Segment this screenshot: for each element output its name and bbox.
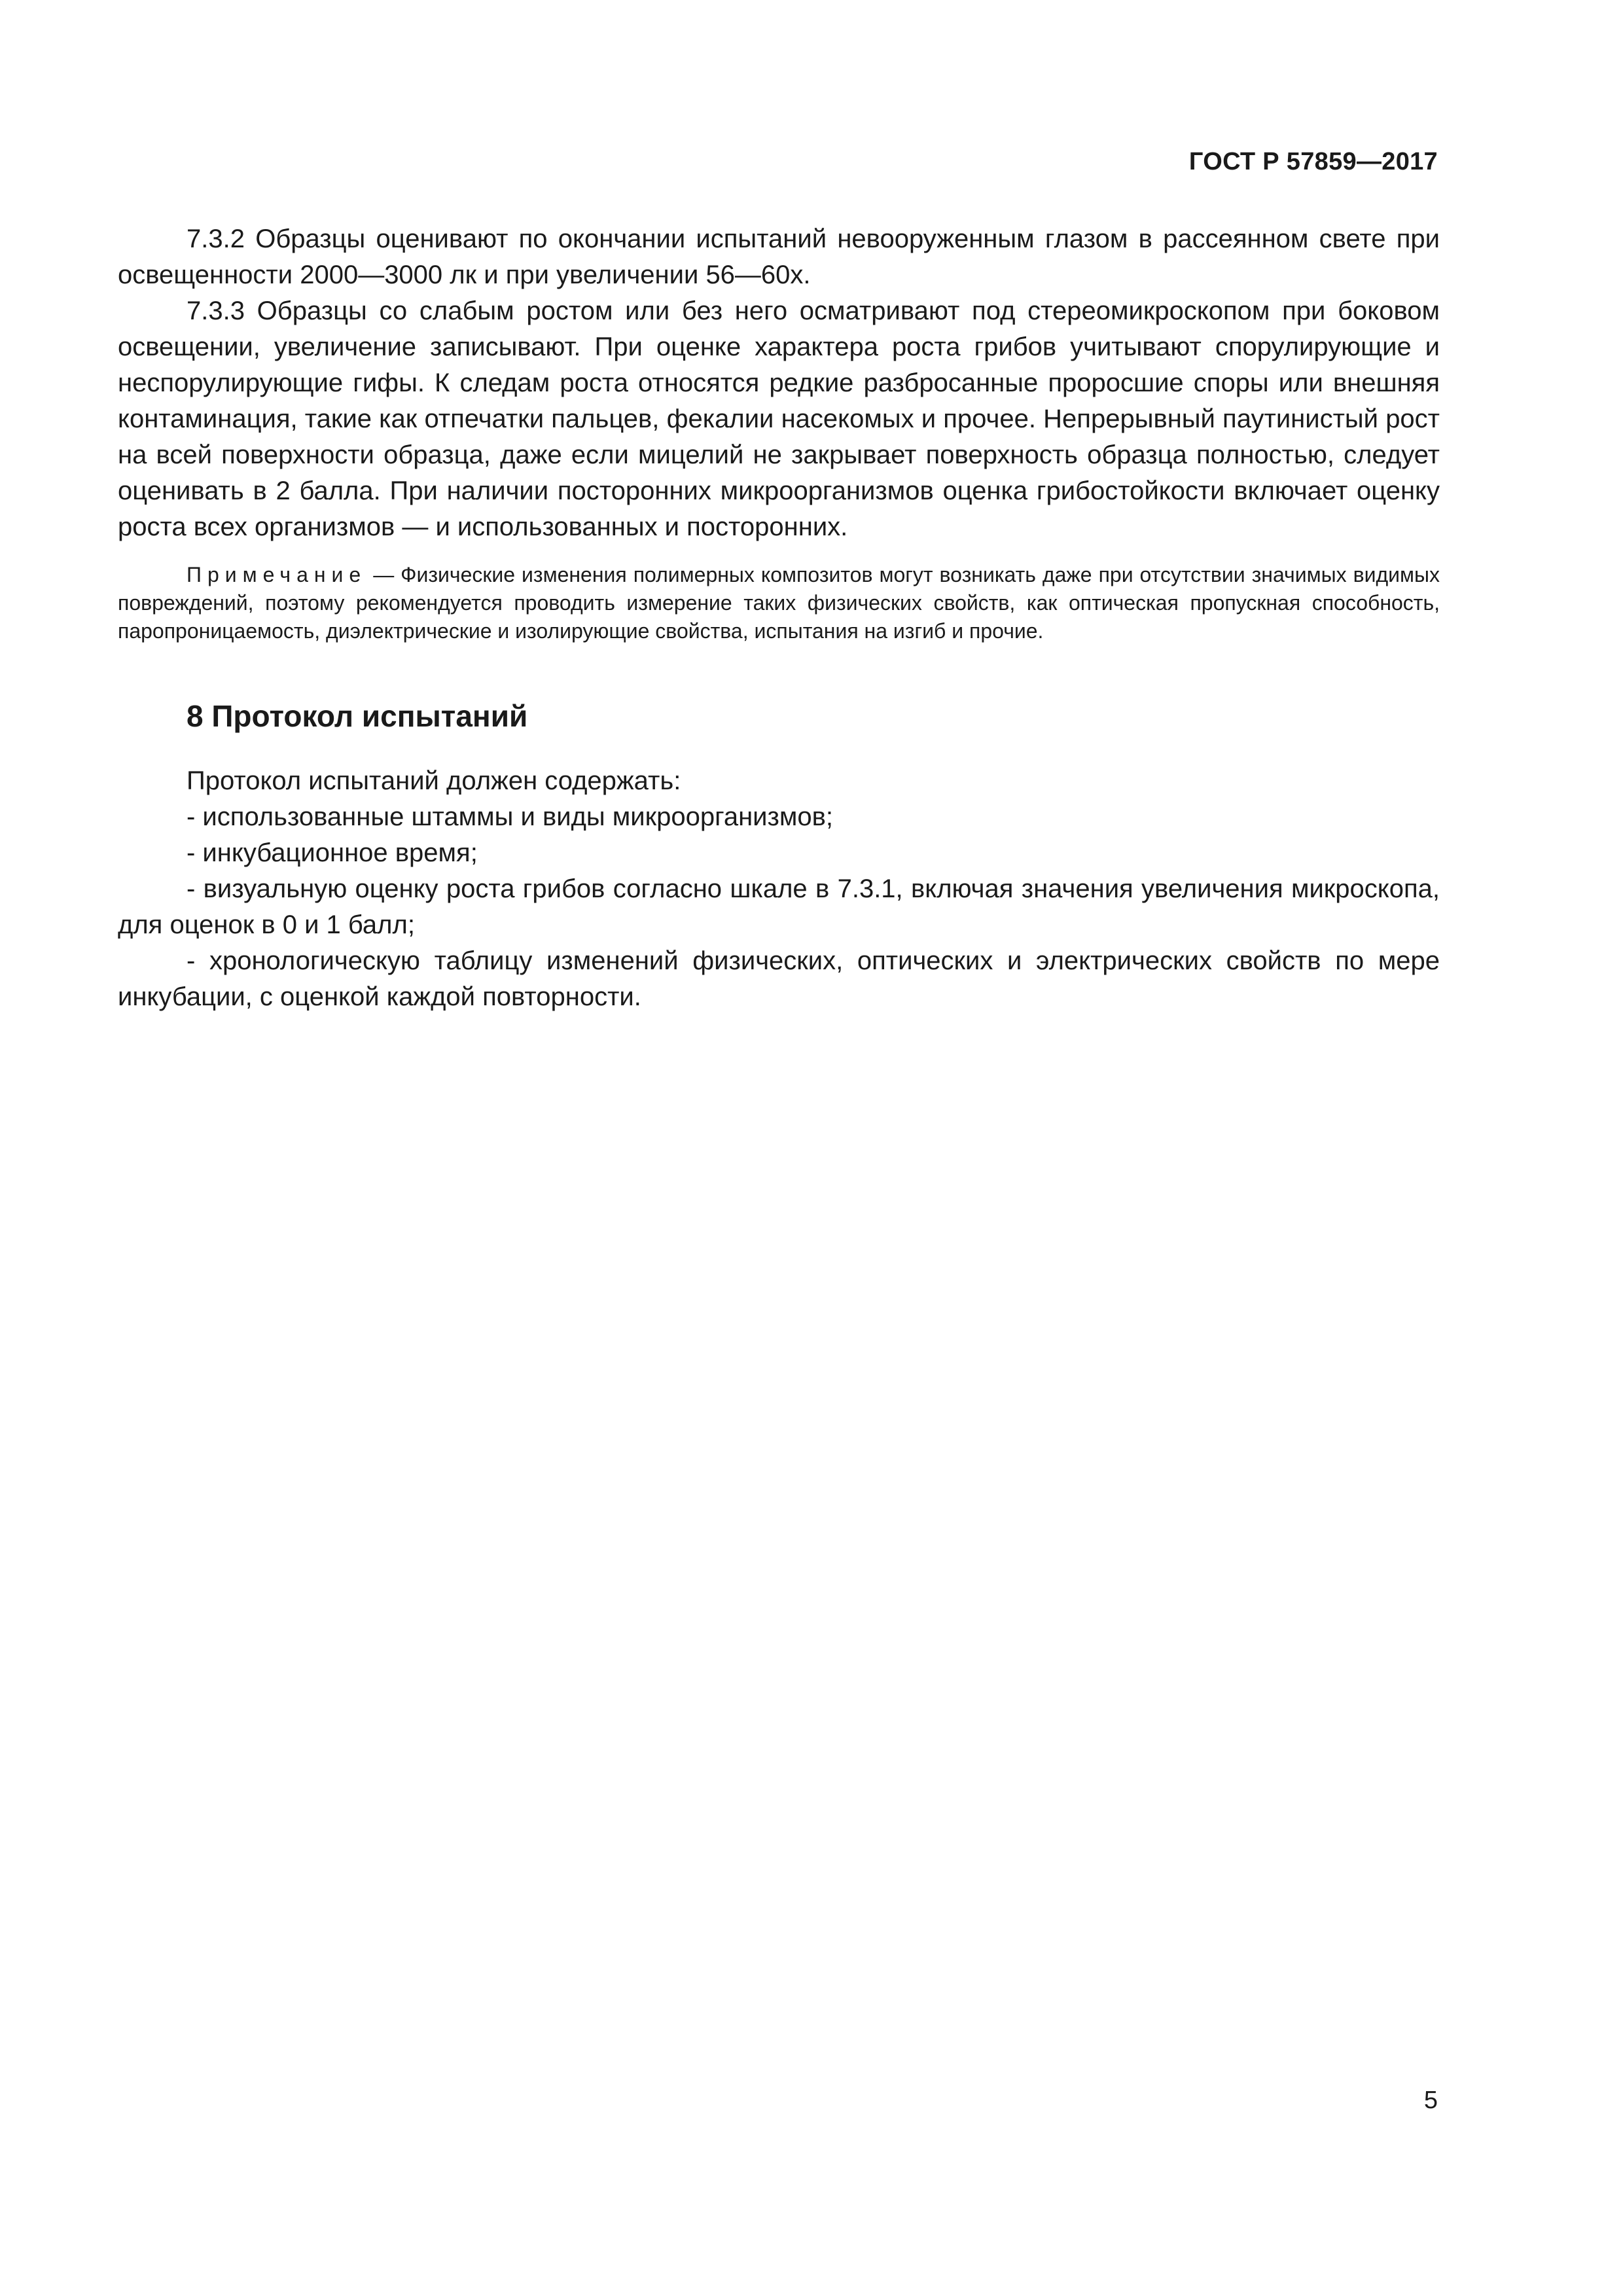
section-8-title: 8 Протокол испытаний [187, 699, 528, 733]
protocol-requirements [118, 763, 1440, 1015]
document-code-header: ГОСТ Р 57859—2017 [1188, 148, 1438, 175]
list-item: - хронологическую таблицу изменений физических, оптических и электрических свойств по мере инкубации, с оценкой каждой повторности. [118, 946, 1440, 1011]
list-item: - использованные штаммы и виды микроорганизмов; [187, 802, 833, 831]
page-number: 5 [1423, 2087, 1438, 2114]
note-label: Примечание [187, 563, 367, 586]
paragraph-7-3-2: 7.3.2 Образцы оценивают по окончании испытаний невооруженным глазом в рассеянном свете при освещенности 2000—3000 лк и при увеличении 56—60х. [118, 224, 1440, 289]
note-paragraph [118, 561, 1440, 645]
note-text: — Физические изменения полимерных композитов могут возникать даже при отсутствии значимых видимых повреждений, поэтому рекомендуется проводить измерение таких физических свойств, как оптическая пропускная способность, паропроницаемость, диэлектрические и изолирующие свойства, испытания на изгиб и прочие. [118, 563, 1440, 643]
list-item: - визуальную оценку роста грибов согласно шкале в 7.3.1, включая значения увеличения микроскопа, для оценок в 0 и 1 балл; [118, 874, 1440, 939]
protocol-intro: Протокол испытаний должен содержать: [187, 766, 681, 795]
paragraph-7-3-3: 7.3.3 Образцы со слабым ростом или без него осматривают под стереомикроскопом при боковом освещении, увеличение записывают. При оценке характера роста грибов учитывают спорулирующие и неспорулирующие гифы. К следам роста относятся редкие разбросанные проросшие споры или внешняя контаминация, такие как отпечатки пальцев, фекалии насекомых и прочее. Непрерывный паутинистый рост на всей поверхности образца, даже если мицелий не закрывает поверхность образца полностью, следует оценивать в 2 балла. При наличии посторонних микроорганизмов оценка грибостойкости включает оценку роста всех организмов — и использованных и посторонних. [118, 296, 1440, 541]
page-content [118, 221, 1440, 1015]
list-item: - инкубационное время; [187, 838, 478, 867]
